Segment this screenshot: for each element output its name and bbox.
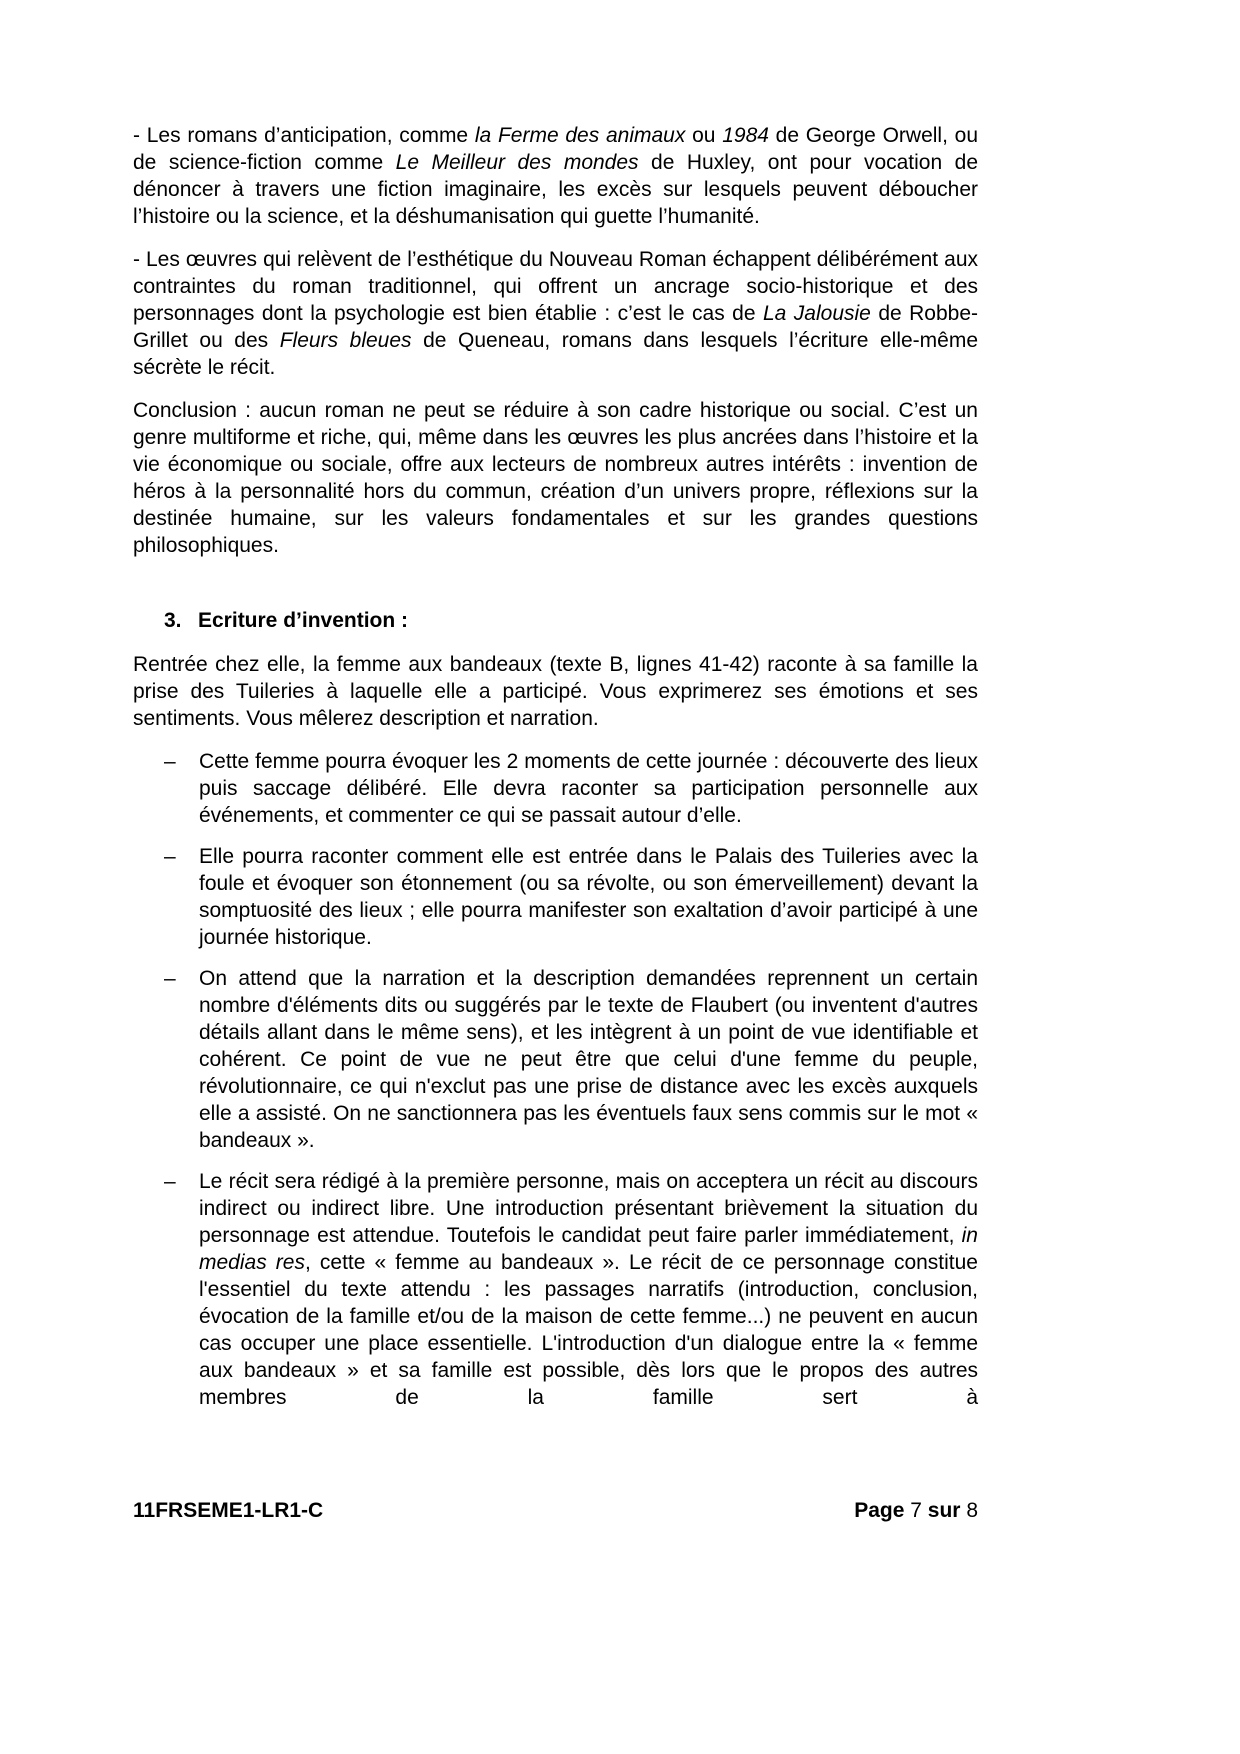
bullet-item	[133, 843, 978, 951]
bullet-dash: –	[164, 750, 176, 773]
text-run: de Queneau, romans dans lesquels l’écriture elle-même sécrète le récit.	[133, 329, 979, 379]
page-label: Page	[854, 1499, 905, 1522]
text-run: Rentrée chez elle, la femme aux bandeaux (texte B, lignes 41-42) raconte à sa famille la prise des Tuileries à laquelle elle a participé. Vous exprimerez ses émotions et ses sentiments. Vous mêlerez description et narration.	[133, 653, 978, 730]
bullet-item	[133, 1168, 978, 1411]
heading-number: 3.	[164, 609, 182, 632]
text-run: Elle pourra raconter comment elle est entrée dans le Palais des Tuileries avec la foule et évoquer son étonnement (ou sa révolte, ou son émerveillement) devant la somptuosité des lieux ; elle pourra manifester son exaltation d’avoir participé à une journée historique.	[199, 845, 978, 949]
paragraph	[133, 246, 978, 381]
bullet-text	[199, 748, 978, 829]
text-run: de Huxley, ont pour vocation de dénoncer à travers une fiction imaginaire, les excès sur lesquels peuvent déboucher l’histoire ou la science, et la déshumanisation qui guette l’humanité.	[133, 151, 978, 228]
text-run: On attend que la narration et la description demandées reprennent un certain nombre d'éléments dits ou suggérés par le texte de Flaubert (ou inventent d'autres détails allant dans le même sens), et les intègrent à un point de vue identifiable et cohérent. Ce point de vue ne peut être que celui d'une femme du peuple, révolutionnaire, ce qui n'exclut pas une prise de distance avec les excès auxquels elle a assisté. On ne sanctionnera pas les éventuels faux sens commis sur le mot « bandeaux ».	[199, 967, 978, 1152]
bullet-dash: –	[164, 1170, 176, 1193]
text-run: in medias res	[199, 1224, 978, 1274]
current-page-number: 7	[910, 1499, 922, 1522]
bullet-text	[199, 843, 978, 951]
page-number-indicator	[854, 1497, 978, 1524]
document-content	[133, 122, 978, 1425]
bullet-text	[199, 965, 978, 1154]
text-run: la Ferme des animaux	[474, 124, 686, 147]
text-run: La Jalousie	[762, 302, 871, 325]
total-page-number: 8	[966, 1499, 978, 1522]
text-run: - Les œuvres qui relèvent de l’esthétique du Nouveau Roman échappent délibérément aux contraintes du roman traditionnel, qui offrent un ancrage socio-historique et des personnages dont la psychologie est bien établie : c’est le cas de	[133, 248, 978, 325]
page-footer	[133, 1497, 978, 1524]
text-run: 1984	[722, 124, 769, 147]
text-run: Cette femme pourra évoquer les 2 moments de cette journée : découverte des lieux puis saccage délibéré. Elle devra raconter sa participation personnelle aux événements, et commenter ce qui se passait autour d’elle.	[199, 750, 978, 827]
heading-text	[198, 607, 978, 634]
section-heading	[133, 607, 978, 634]
paragraph	[133, 651, 978, 732]
text-run: Fleurs bleues	[279, 329, 412, 352]
text-run: Ecriture d’invention :	[198, 609, 409, 632]
text-run: de George Orwell, ou de science-fiction comme	[133, 124, 979, 174]
text-run: ou	[685, 124, 723, 147]
bullet-text	[199, 1168, 978, 1411]
bullet-item	[133, 748, 978, 829]
text-run: de Robbe-Grillet ou des	[133, 302, 978, 352]
text-run: Conclusion : aucun roman ne peut se réduire à son cadre historique ou social. C’est un genre multiforme et riche, qui, même dans les œuvres les plus ancrées dans l’histoire et la vie économique ou sociale, offre aux lecteurs de nombreux autres intérêts : invention de héros à la personnalité hors du commun, création d’un univers propre, réflexions sur la destinée humaine, sur les valeurs fondamentales et sur les grandes questions philosophiques.	[133, 399, 978, 557]
text-run: , cette « femme au bandeaux ». Le récit de ce personnage constitue l'essentiel du texte attendu : les passages narratifs (introduction, conclusion, évocation de la famille et/ou de la maison de cette femme...) ne peuvent en aucun cas occuper une place essentielle. L'introduction d'un dialogue entre la « femme aux bandeaux » et sa famille est possible, dès lors que le propos des autres membres de la famille sert à	[199, 1251, 978, 1409]
text-run: - Les romans d’anticipation, comme	[133, 124, 475, 147]
paragraph	[133, 397, 978, 559]
text-run: Le récit sera rédigé à la première personne, mais on acceptera un récit au discours indirect ou indirect libre. Une introduction présentant brièvement la situation du personnage est attendue. Toutefois le candidat peut faire parler immédiatement,	[199, 1170, 978, 1247]
document-reference: 11FRSEME1-LR1-C	[133, 1499, 324, 1522]
of-label: sur	[927, 1499, 961, 1522]
paragraph	[133, 122, 978, 230]
bullet-dash: –	[164, 967, 176, 990]
bullet-item	[133, 965, 978, 1154]
text-run: Le Meilleur des mondes	[395, 151, 639, 174]
bullet-dash: –	[164, 845, 176, 868]
